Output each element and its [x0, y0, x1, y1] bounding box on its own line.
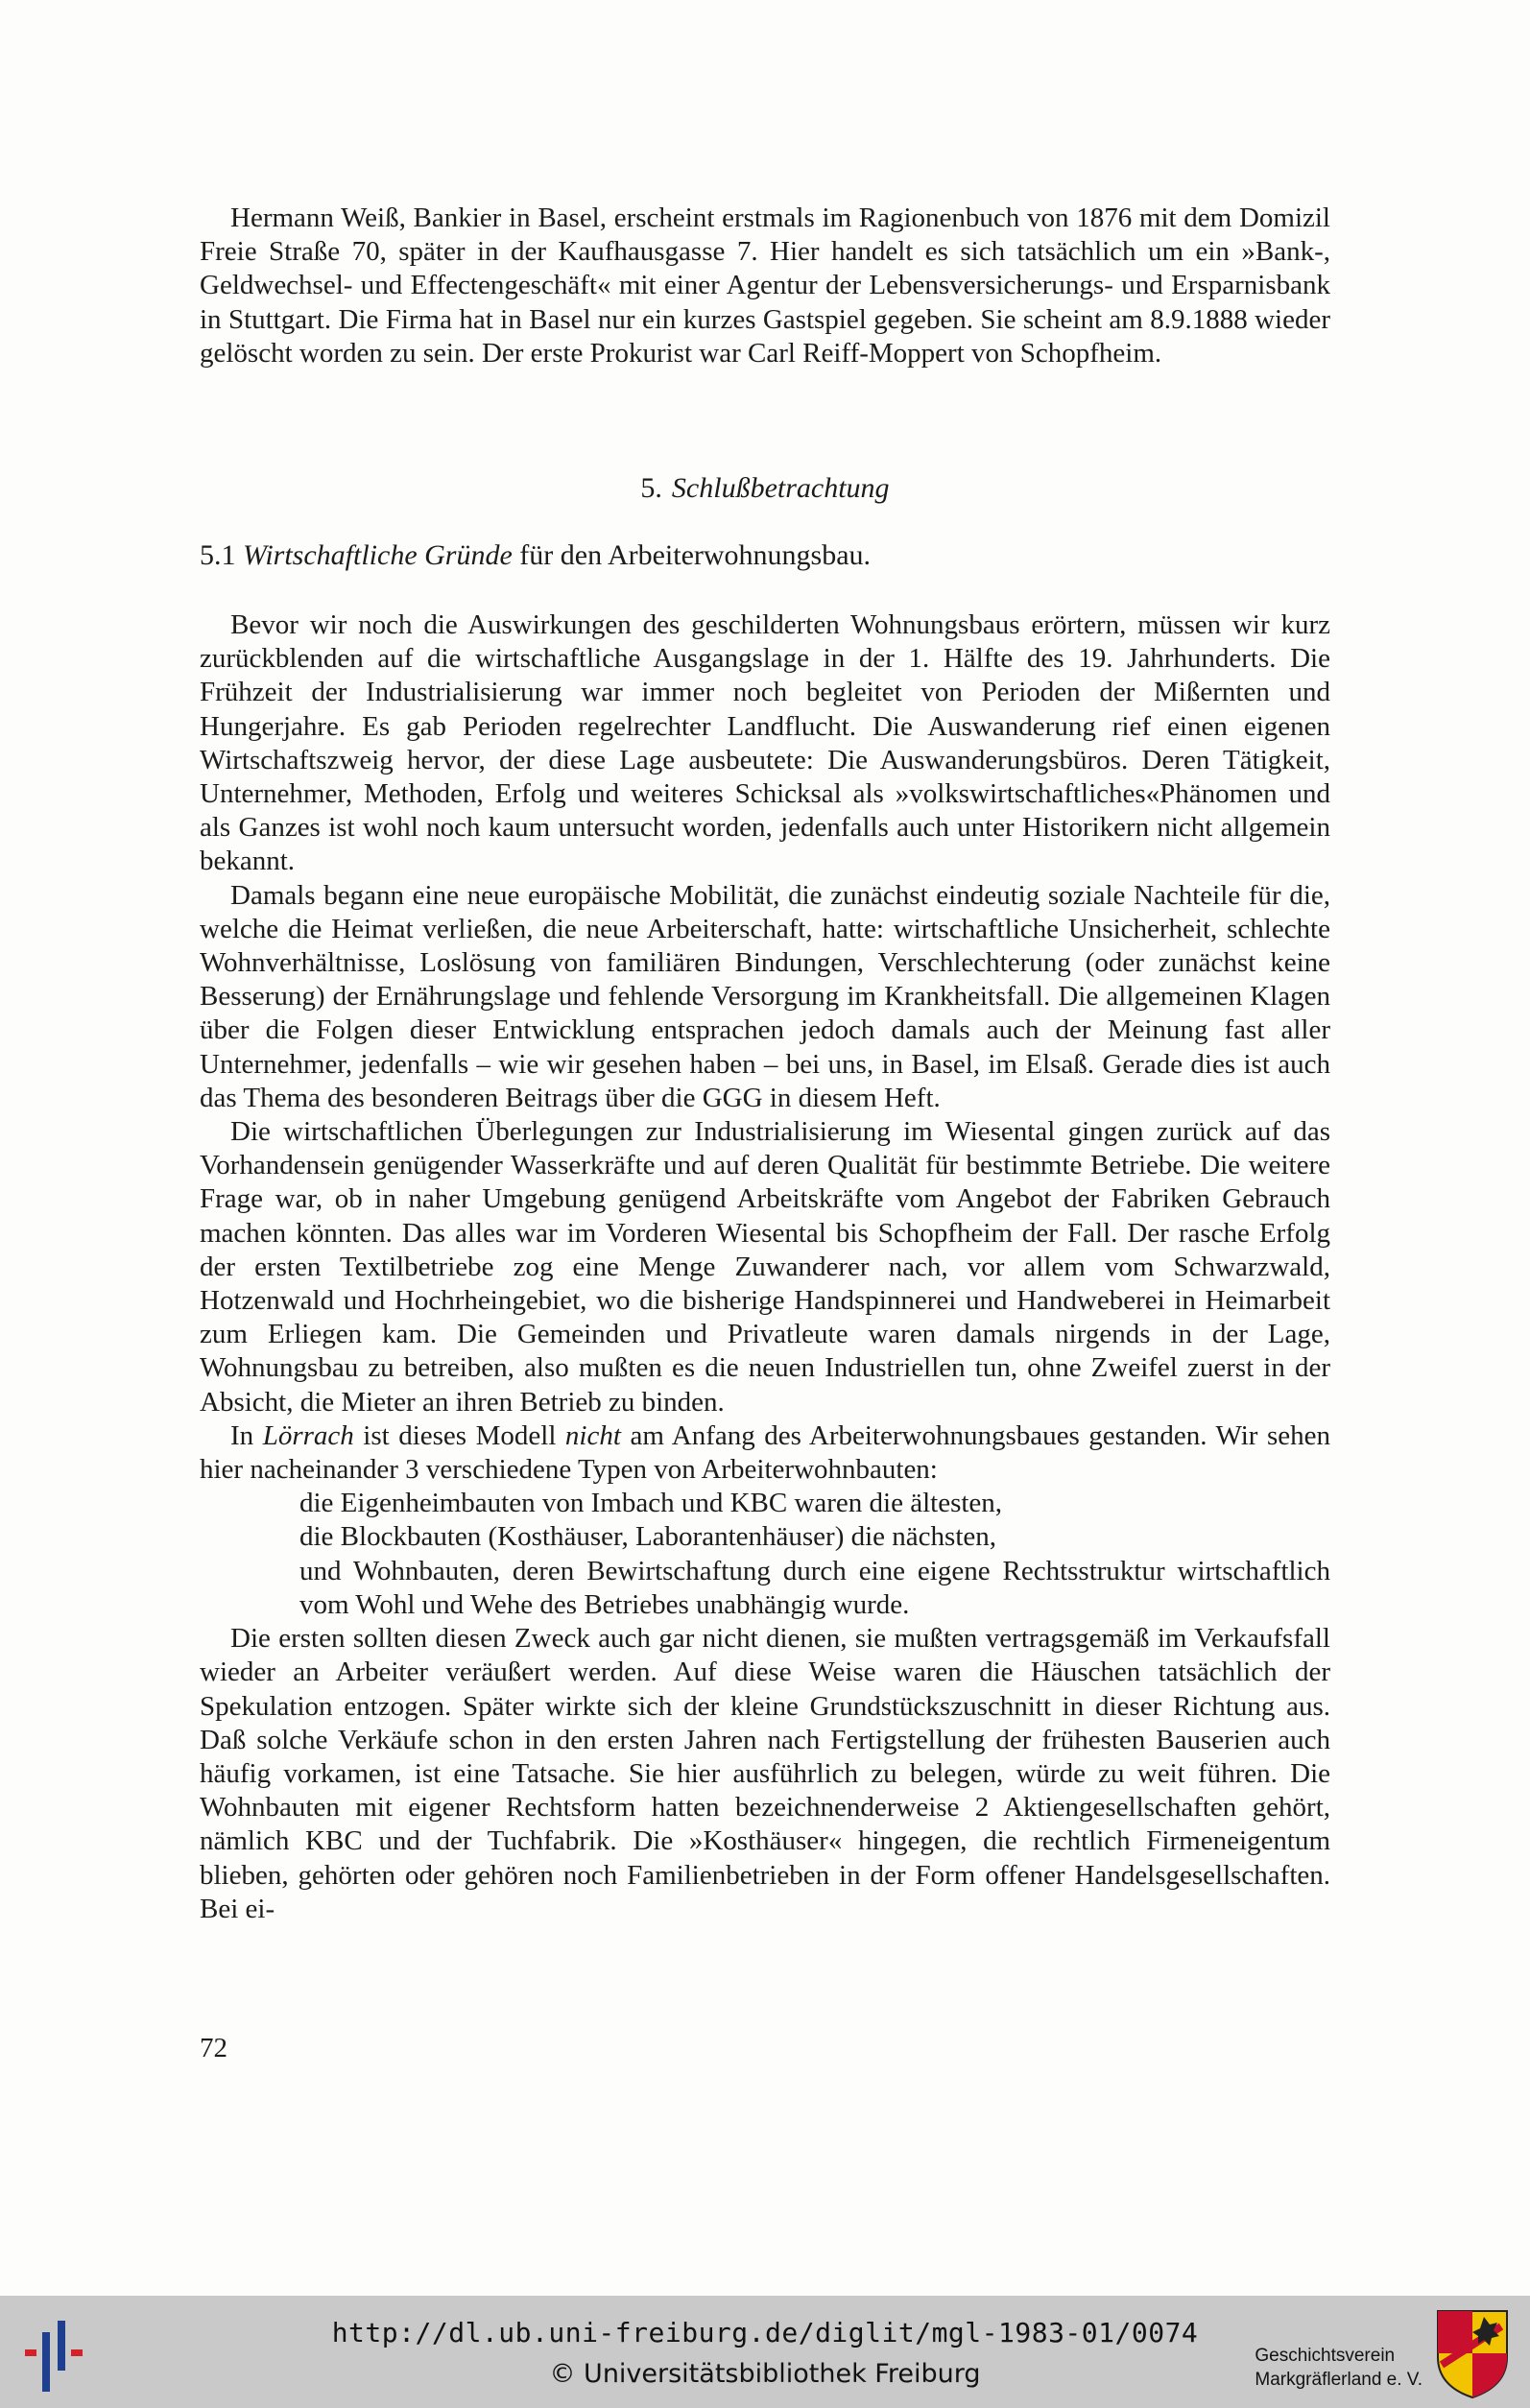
paragraph-2: Damals begann eine neue europäische Mobilität, die zunächst eindeutig soziale Nachteile für die, welche die Heimat verließen, die neue Arbeiterschaft, hatte: wirtschaftliche Unsicherheit, schlechte Wohnverhältnisse, Loslösung von familiären Bindungen, Verschlechterung (oder zunächst keine Besserung) der Ernährungslage und fehlende Versorgung im Krankheitsfall. Die allgemeinen Klagen über die Folgen dieser Entwicklung entsprachen jedoch damals auch der Meinung fast aller Unternehmer, jedenfalls – wie wir gesehen haben – bei uns, in Basel, im Elsaß. Gerade dies ist auch das Thema des besonderen Beitrags über die GGG in diesem Heft. — [200, 879, 1330, 1113]
section-title: Schlußbetrachtung — [671, 472, 890, 504]
footer-copyright: © Universitätsbibliothek Freiburg — [549, 2359, 981, 2389]
paragraph-4-part-b: ist dieses Modell — [353, 1419, 565, 1451]
paragraph-4 — [200, 1419, 1330, 1487]
subsection-title-rest: für den Arbeiterwohnungsbau. — [519, 539, 872, 571]
place-name-loerrach: Lörrach — [262, 1419, 354, 1451]
coat-of-arms-icon — [1434, 2307, 1511, 2399]
society-name — [1255, 2344, 1422, 2392]
section-heading — [0, 472, 1530, 505]
footer-url-link[interactable]: http://dl.ub.uni-freiburg.de/diglit/mgl-1983-01/0074 — [331, 2317, 1199, 2348]
page-number: 72 — [200, 2033, 227, 2063]
paragraph-1: Bevor wir noch die Auswirkungen des geschilderten Wohnungsbaus erörtern, müssen wir kurz zurückblenden auf die wirtschaftliche Ausgangslage in der 1. Hälfte des 19. Jahrhunderts. Die Frühzeit der Industrialisierung war immer noch begleitet von Perioden der Mißernten und Hungerjahre. Es gab Perioden regelrechter Landflucht. Die Auswanderung rief einen eigenen Wirtschaftszweig hervor, der diese Lage ausbeutete: Die Auswanderungsbüros. Deren Tätigkeit, Unternehmer, Methoden, Erfolg und weiteres Schicksal als »volkswirtschaftliches«Phänomen und als Ganzes ist wohl noch kaum untersucht worden, jedenfalls auch unter Historikern nicht allgemein bekannt. — [200, 609, 1330, 877]
paragraph-4-part-a: In — [230, 1419, 263, 1451]
paragraph-3: Die wirtschaftlichen Überlegungen zur Industrialisierung im Wiesental gingen zurück auf das Vorhandensein genügender Wasserkräfte und auf deren Qualität für bestimmte Betriebe. Die weitere Frage war, ob in naher Umgebung genügend Arbeitskräfte vom Angebot der Fabriken Gebrauch machen könnten. Das alles war im Vorderen Wiesental bis Schopfheim der Fall. Der rasche Erfolg der ersten Textilbetriebe zog eine Menge Zuwanderer nach, vor allem vom Schwarzwald, Hotzenwald und Hochrheingebiet, wo die bisherige Handspinnerei und Handweberei in Heimarbeit zum Erliegen kam. Die Gemeinden und Privatleute waren damals nirgends in der Lage, Wohnungsbau zu betreiben, also mußten es die neuen Industriellen tun, ohne Zweifel zuerst in der Absicht, die Mieter an ihren Betrieb zu binden. — [200, 1116, 1330, 1418]
footer-bar — [0, 2296, 1530, 2408]
list-item: die Blockbauten (Kosthäuser, Laborantenhäuser) die nächsten, — [299, 1521, 996, 1553]
subsection-title-italic: Wirtschaftliche Gründe — [243, 539, 513, 571]
society-line-2: Markgräflerland e. V. — [1255, 2370, 1422, 2390]
building-types-list — [200, 1487, 1330, 1622]
intro-section — [200, 202, 1330, 370]
body-text — [200, 608, 1330, 1926]
paragraph-5: Die ersten sollten diesen Zweck auch gar nicht dienen, sie mußten vertragsgemäß im Verkaufsfall wieder an Arbeiter veräußert werden. Auf diese Weise waren die Häuschen tatsächlich der Spekulation entzogen. Später wirkte sich der kleine Grundstückszuschnitt in dieser Richtung aus. Daß solche Verkäufe schon in den ersten Jahren nach Fertigstellung der frühesten Bauserien auch häufig vorkamen, ist eine Tatsache. Sie hier ausführlich zu belegen, würde zu weit führen. Die Wohnbauten mit eigener Rechtsform hatten bezeichnenderweise 2 Aktiengesellschaften gehört, nämlich KBC und der Tuchfabrik. Die »Kosthäuser« hingegen, die rechtlich Firmeneigentum blieben, gehörten oder gehören noch Familienbetrieben in der Form offener Handelsgesellschaften. Bei ei- — [200, 1623, 1330, 1924]
intro-paragraph: Hermann Weiß, Bankier in Basel, erscheint erstmals im Ragionenbuch von 1876 mit dem Domizil Freie Straße 70, später in der Kaufhausgasse 7. Hier handelt es sich tatsächlich um ein »Bank-, Geldwechsel- und Effectengeschäft« mit einer Agentur der Lebensversicherungs- und Ersparnisbank in Stuttgart. Die Firma hat in Basel nur ein kurzes Gastspiel gegeben. Sie scheint am 8.9.1888 wieder gelöscht worden zu sein. Der erste Prokurist war Carl Reiff-Moppert von Schopfheim. — [200, 203, 1330, 369]
section-number: 5. — [640, 472, 662, 504]
emphasis-nicht: nicht — [564, 1419, 621, 1451]
paragraph-4-part-c: am Anfang des Arbeiterwohnungsbaues gestanden. Wir sehen hier nacheinander 3 verschiedene Typen von Arbeiterwohnbauten: — [200, 1419, 1330, 1486]
list-item: und Wohnbauten, deren Bewirtschaftung durch eine eigene Rechtsstruktur wirtschaftlich vom Wohl und Wehe des Betriebes unabhängig wurde. — [299, 1555, 1330, 1620]
subsection-heading — [200, 539, 871, 572]
subsection-number: 5.1 — [200, 539, 236, 571]
list-item: die Eigenheimbauten von Imbach und KBC waren die ältesten, — [299, 1488, 1003, 1519]
society-line-1: Geschichtsverein — [1255, 2346, 1396, 2366]
